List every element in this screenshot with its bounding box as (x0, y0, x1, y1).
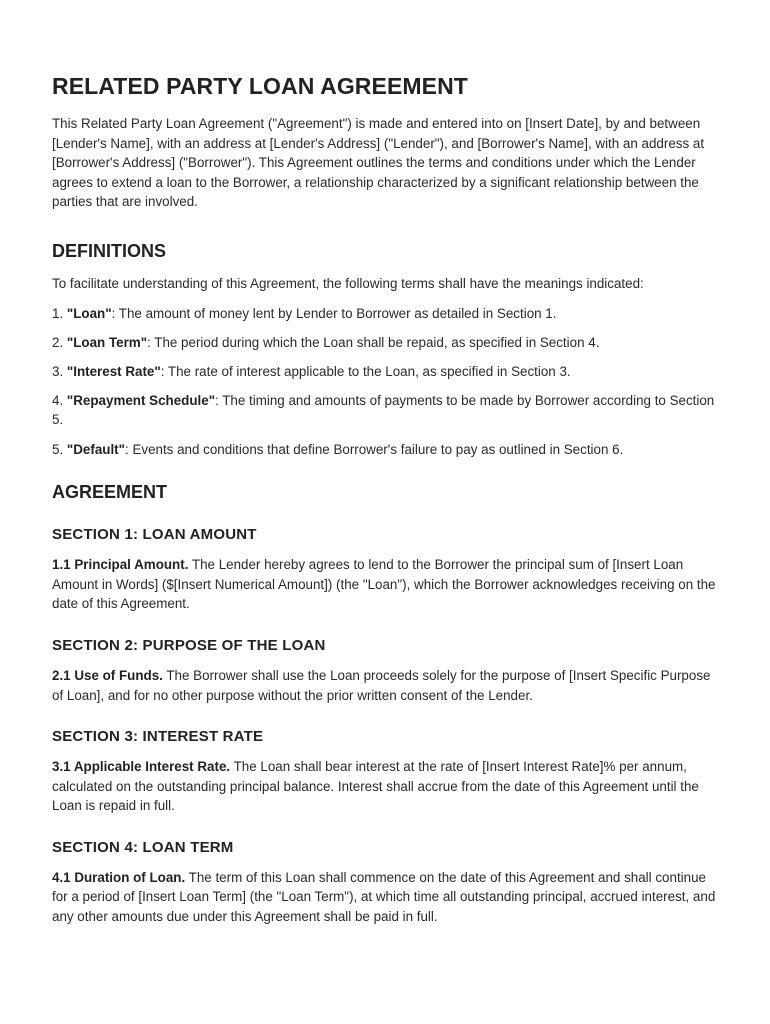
definition-text: : The rate of interest applicable to the Loan, as specified in Section 3. (160, 363, 571, 379)
section-heading: SECTION 1: LOAN AMOUNT (52, 526, 257, 544)
clause-title: 2.1 Use of Funds. (52, 667, 163, 683)
definition-term: "Default" (66, 441, 125, 457)
section-clause (52, 757, 720, 816)
section-heading: SECTION 4: LOAN TERM (52, 838, 234, 856)
definition-term: "Interest Rate" (66, 363, 161, 379)
definition-number: 4. (52, 392, 64, 408)
clause-text: The term of this Loan shall commence on the date of this Agreement and shall continue for a period of [Insert Loan Term] (the "Loan Term"), at which time all outstanding principal, accrued interest, and any other amounts due under this Agreement shall be paid in full. (52, 869, 716, 925)
definition-term: "Loan Term" (66, 334, 148, 350)
definition-item-loan (52, 304, 720, 324)
section-heading: SECTION 3: INTEREST RATE (52, 728, 264, 746)
agreement-heading: AGREEMENT (52, 482, 168, 503)
definitions-list (52, 304, 720, 460)
section-loan-amount (52, 525, 720, 614)
intro-paragraph: This Related Party Loan Agreement ("Agreement") is made and entered into on [Insert Date], by and between [Lender's Name], with an address at [Lender's Address] ("Lender"), and [Borrower's Name], with an address at [Borrower's Address] ("Borrower"). This Agreement outlines the terms and conditions under which the Lender agrees to extend a loan to the Borrower, a relationship characterized by a significant relationship between the parties that are involved. (52, 116, 705, 210)
definitions-heading: DEFINITIONS (52, 240, 167, 261)
section-interest-rate (52, 727, 720, 816)
clause-text: The Borrower shall use the Loan proceeds solely for the purpose of [Insert Specific Purpose of Loan], and for no other purpose without the prior written consent of the Lender. (52, 667, 711, 703)
definition-item-default (52, 440, 720, 460)
definition-number: 1. (52, 305, 64, 321)
definition-number: 2. (52, 334, 64, 350)
clause-title: 4.1 Duration of Loan. (52, 869, 186, 885)
definition-number: 3. (52, 363, 64, 379)
section-purpose (52, 636, 720, 705)
clause-title: 3.1 Applicable Interest Rate. (52, 759, 231, 775)
definition-item-loan-term (52, 333, 720, 353)
definition-text: : The amount of money lent by Lender to Borrower as detailed in Section 1. (111, 305, 557, 321)
section-clause (52, 868, 720, 927)
definition-item-interest-rate (52, 362, 720, 382)
definition-text: : The timing and amounts of payments to be made by Borrower according to Section 5. (52, 392, 715, 428)
definition-text: : Events and conditions that define Borrower's failure to pay as outlined in Section 6. (125, 441, 624, 457)
clause-title: 1.1 Principal Amount. (52, 557, 189, 573)
definition-term: "Loan" (66, 305, 112, 321)
clause-text: The Loan shall bear interest at the rate of [Insert Interest Rate]% per annum, calculated on the outstanding principal balance. Interest shall accrue from the date of this Agreement until the Loan is repaid in full. (52, 759, 699, 814)
section-loan-term (52, 838, 720, 927)
section-heading: SECTION 2: PURPOSE OF THE LOAN (52, 636, 326, 654)
definition-term: "Repayment Schedule" (66, 392, 216, 408)
document-title: RELATED PARTY LOAN AGREEMENT (52, 73, 468, 99)
definition-text: : The period during which the Loan shall be repaid, as specified in Section 4. (147, 334, 600, 350)
definitions-lead: To facilitate understanding of this Agreement, the following terms shall have the meanings indicated: (52, 275, 644, 291)
section-clause (52, 666, 720, 705)
section-clause (52, 555, 720, 614)
definition-item-repayment-schedule (52, 391, 720, 430)
clause-text: The Lender hereby agrees to lend to the Borrower the principal sum of [Insert Loan Amount in Words] ($[Insert Numerical Amount]) (the "Loan"), which the Borrower acknowledges receiving on the date of this Agreement. (52, 557, 716, 612)
definition-number: 5. (52, 441, 64, 457)
